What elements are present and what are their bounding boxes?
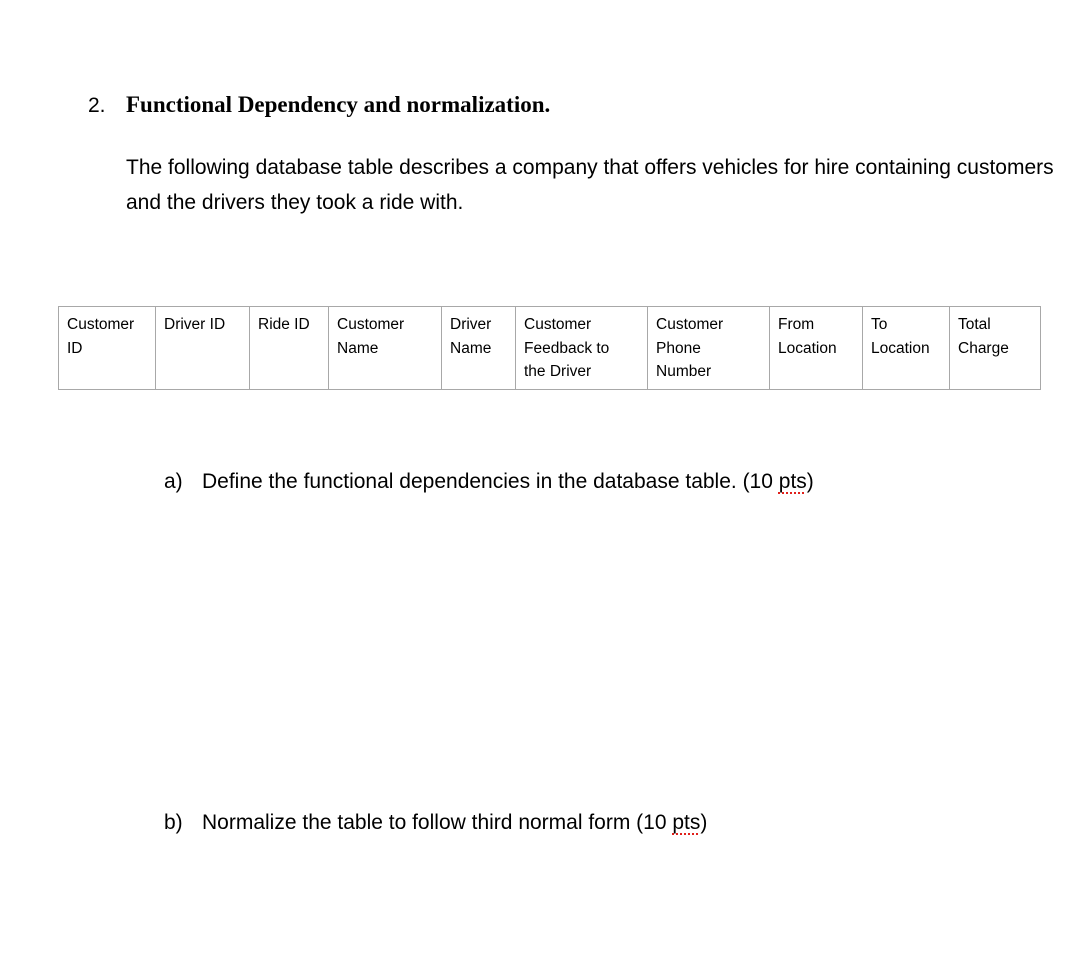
section-heading — [88, 92, 550, 118]
question-a-label: a) — [164, 470, 183, 493]
column-header: Customer Feedback to the Driver — [516, 307, 648, 390]
question-b — [164, 811, 707, 835]
column-header: From Location — [770, 307, 863, 390]
intro-paragraph: The following database table describes a company that offers vehicles for hire containing customers and the drivers they took a ride with. — [126, 156, 1054, 214]
section-title: Functional Dependency and normalization. — [126, 92, 551, 117]
database-table — [58, 306, 1041, 390]
spellcheck-flag[interactable]: pts — [778, 470, 807, 493]
column-header: To Location — [863, 307, 950, 390]
column-header: Ride ID — [250, 307, 329, 390]
column-header: Customer Phone Number — [648, 307, 770, 390]
column-header: Driver Name — [442, 307, 516, 390]
question-b-text: Normalize the table to follow third normal form (10 pts) — [202, 811, 708, 834]
question-a-text: Define the functional dependencies in the database table. (10 pts) — [202, 470, 814, 493]
section-number: 2. — [88, 94, 106, 117]
column-header: Customer ID — [59, 307, 156, 390]
question-b-label: b) — [164, 811, 183, 834]
spellcheck-flag[interactable]: pts — [672, 811, 701, 834]
column-header: Total Charge — [950, 307, 1041, 390]
column-header: Customer Name — [329, 307, 442, 390]
column-header: Driver ID — [156, 307, 250, 390]
question-a — [164, 470, 814, 494]
table-header-row — [59, 307, 1041, 390]
